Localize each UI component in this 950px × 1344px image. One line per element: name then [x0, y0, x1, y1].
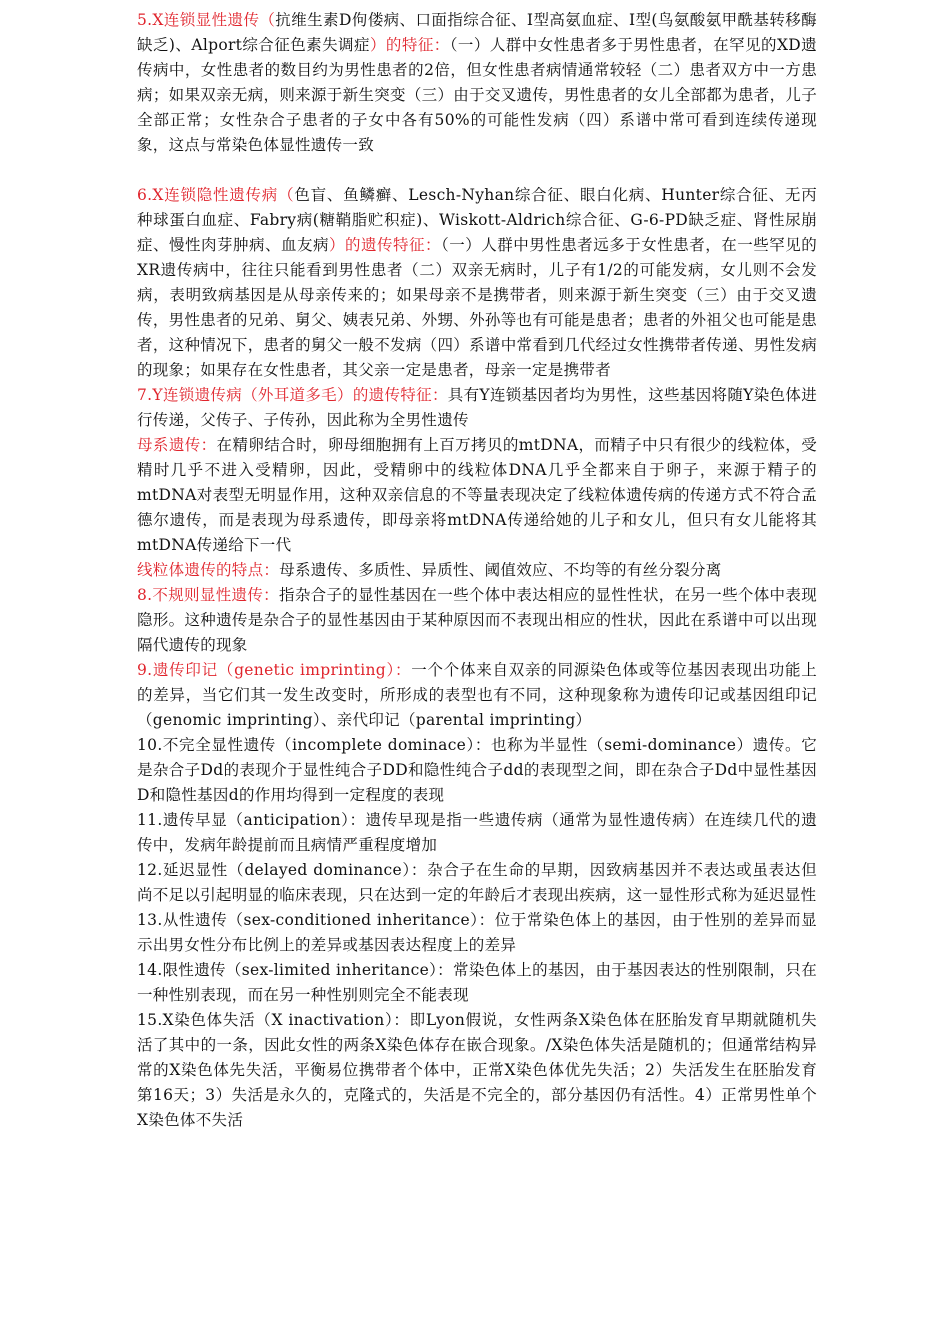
- section-5-tail: ）的特征：: [369, 36, 450, 54]
- section-9-paragraph: [137, 658, 817, 733]
- section-8-body: 指杂合子的显性基因在一些个体中表达相应的显性性状，在另一些个体中表现隐形。这种遗传是杂合子的显性基因由于某种原因而不表现出相应的性状，因此在系谱中可以出现隔代遗传的现象: [137, 586, 818, 654]
- maternal-inheritance-heading: 母系遗传：: [137, 436, 217, 454]
- mitochondrial-features-heading: 线粒体遗传的特点：: [137, 561, 280, 579]
- section-11-paragraph: 11.遗传早显（anticipation）：遗传早现是指一些遗传病（通常为显性遗传病）在连续几代的遗传中，发病年龄提前而且病情严重程度增加: [137, 811, 817, 854]
- section-6-diseases: 色盲、鱼鳞癣、Lesch-Nyhan综合征、眼白化病、Hunter综合征、无丙种球蛋白血症、Fabry病(糖鞘脂贮积症)、Wiskott-Aldrich综合征、G-6-PD缺乏症、肾性尿崩症、慢性肉芽肿病、血友病: [137, 186, 818, 254]
- section-5-paragraph: [137, 8, 817, 158]
- section-5-heading: 5.X连锁显性遗传: [137, 11, 260, 29]
- section-5-paren: （: [259, 11, 276, 29]
- document-body: [137, 8, 817, 1133]
- blank-line: [137, 158, 817, 183]
- section-13-paragraph: 13.从性遗传（sex-conditioned inheritance）：位于常染色体上的基因，由于性别的差异而显示出男女性分布比例上的差异或基因表达程度上的差异: [137, 911, 817, 954]
- maternal-inheritance-paragraph: [137, 433, 817, 558]
- mitochondrial-features-paragraph: [137, 558, 817, 583]
- section-9-heading: 9.遗传印记（genetic imprinting）：: [137, 661, 412, 679]
- section-6-paragraph: [137, 183, 817, 383]
- section-8-heading: 8.不规则显性遗传：: [137, 586, 280, 604]
- section-14-paragraph: 14.限性遗传（sex-limited inheritance）：常染色体上的基因，由于基因表达的性别限制，只在一种性别表现，而在另一种性别则完全不能表现: [137, 961, 817, 1004]
- section-15-paragraph: 15.X染色体失活（X inactivation）：即Lyon假说，女性两条X染色体在胚胎发育早期就随机失活了其中的一条，因此女性的两条X染色体存在嵌合现象。/X染色体失活是随机的；但通常结构异常的X染色体先失活，平衡易位携带者个体中，正常X染色体优先失活；2）失活发生在胚胎发育第16天；3）失活是永久的，克隆式的，失活是不完全的，部分基因仍有活性。4）正常男性单个X染色体不失活: [137, 1011, 817, 1129]
- section-12-paragraph: 12.延迟显性（delayed dominance）：杂合子在生命的早期，因致病基因并不表达或虽表达但尚不足以引起明显的临床表现，只在达到一定的年龄后才表现出疾病，这一显性形式称为延迟显性: [137, 861, 817, 904]
- section-9-body: 一个个体来自双亲的同源染色体或等位基因表现出功能上的差异，当它们其一发生改变时，所形成的表型也有不同，这种现象称为遗传印记或基因组印记（genomic imprinting）、亲代印记（parental imprinting）: [137, 661, 817, 729]
- section-5-diseases: 抗维生素D佝偻病、口面指综合征、I型高氨血症、I型(鸟氨酸氨甲酰基转移酶缺乏)、Alport综合征色素失调症: [137, 11, 817, 54]
- section-10-paragraph: 10.不完全显性遗传（incomplete dominace）：也称为半显性（semi-dominance）遗传。它是杂合子Dd的表现介于显性纯合子DD和隐性纯合子dd的表现型之间，即在杂合子Dd中显性基因D和隐性基因d的作用均得到一定程度的表现: [137, 736, 817, 804]
- maternal-inheritance-body: 在精卵结合时，卵母细胞拥有上百万拷贝的mtDNA，而精子中只有很少的线粒体，受精时几乎不进入受精卵，因此，受精卵中的线粒体DNA几乎全都来自于卵子，来源于精子的mtDNA对表型无明显作用，这种双亲信息的不等量表现决定了线粒体遗传病的传递方式不符合孟德尔遗传，而是表现为母系遗传，即母亲将mtDNA传递给她的儿子和女儿，但只有女儿能将其mtDNA传递给下一代: [137, 436, 817, 554]
- section-8-paragraph: [137, 583, 817, 658]
- section-7-paragraph: [137, 383, 817, 433]
- section-6-body: （一）人群中男性患者远多于女性患者，在一些罕见的XR遗传病中，往往只能看到男性患者（二）双亲无病时，儿子有1/2的可能发病，女儿则不会发病，表明致病基因是从母亲传来的；如果母亲不是携带者，则来源于新生突变（三）由于交叉遗传，男性患者的兄弟、舅父、姨表兄弟、外甥、外孙等也有可能是患者；患者的外祖父也可能是患者，这种情况下，患者的舅父一般不发病（四）系谱中常看到几代经过女性携带者传递、男性发病的现象；如果存在女性患者，其父亲一定是患者，母亲一定是携带者: [137, 236, 817, 379]
- section-6-heading: 6.X连锁隐性遗传病（: [137, 186, 295, 204]
- mitochondrial-features-body: 母系遗传、多质性、异质性、阈值效应、不均等的有丝分裂分离: [279, 561, 722, 579]
- section-5-body: （一）人群中女性患者多于男性患者，在罕见的XD遗传病中，女性患者的数目约为男性患者的2倍，但女性患者病情通常较轻（二）患者双方中一方患病；如果双亲无病，则来源于新生突变（三）由于交叉遗传，男性患者的女儿全部都为患者，儿子全部正常；女性杂合子患者的子女中各有50%的可能性发病（四）系谱中常可看到连续传递现象，这点与常染色体显性遗传一致: [137, 36, 817, 154]
- section-6-tail: ）的遗传特征：: [328, 236, 441, 254]
- section-7-heading: 7.Y连锁遗传病（外耳道多毛）的遗传特征：: [137, 386, 448, 404]
- section-7-body: 具有Y连锁基因者均为男性，这些基因将随Y染色体进行传递，父传子、子传孙，因此称为全男性遗传: [137, 386, 817, 429]
